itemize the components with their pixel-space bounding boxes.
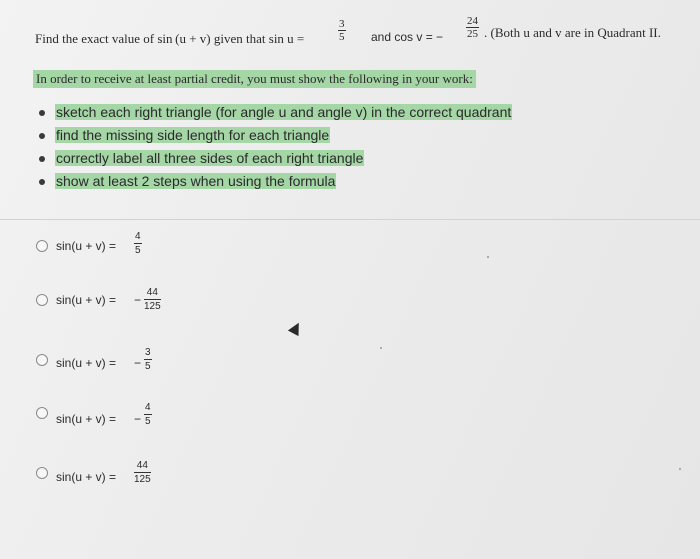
instruction-item: show at least 2 steps when using the formula — [33, 171, 693, 194]
radio-button[interactable] — [36, 240, 48, 252]
question-suffix: . (Both u and v are in Quadrant II. — [484, 25, 661, 40]
instruction-item: sketch each right triangle (for angle u and angle v) in the correct quadrant — [33, 102, 693, 125]
screen-speck — [487, 256, 489, 258]
instructions-block — [33, 70, 693, 194]
option-expression: sin(u + v) = — [56, 470, 117, 484]
question-mid: and cos v = − — [371, 30, 444, 44]
instruction-item: find the missing side length for each triangle — [33, 125, 693, 148]
question-prefix: Find the exact value of sin (u + v) given that sin u = — [35, 31, 305, 46]
instructions-list — [33, 102, 693, 194]
mouse-cursor-icon — [288, 320, 304, 336]
option-sign: − — [134, 412, 142, 426]
radio-button[interactable] — [36, 467, 48, 479]
option-fraction: $\frac{4}{5}$ — [135, 231, 141, 256]
option-fraction: $\frac{4}{5}$ — [145, 402, 151, 427]
option-expression: sin(u + v) = — [56, 412, 117, 426]
radio-button[interactable] — [36, 294, 48, 306]
cos-v-fraction: $\frac{24}{25}$ — [467, 15, 478, 40]
option-sign: − — [134, 356, 142, 370]
option-expression: sin(u + v) = — [56, 356, 117, 370]
option-fraction: $\frac{44}{125}$ — [144, 287, 161, 312]
option-fraction: $\frac{44}{125}$ — [134, 460, 151, 485]
divider — [0, 219, 700, 220]
sin-u-fraction: $\frac{3}{5}$ — [339, 18, 345, 43]
instructions-intro: In order to receive at least partial credit, you must show the following in your work: — [33, 70, 476, 88]
option-fraction: $\frac{3}{5}$ — [145, 347, 151, 372]
instruction-item: correctly label all three sides of each right triangle — [33, 148, 693, 171]
radio-button[interactable] — [36, 354, 48, 366]
screen-speck — [679, 468, 681, 470]
radio-button[interactable] — [36, 407, 48, 419]
option-sign: − — [134, 293, 142, 307]
option-expression: sin(u + v) = — [56, 293, 117, 307]
question-text — [35, 16, 700, 58]
screen-speck — [380, 347, 382, 349]
option-expression: sin(u + v) = — [56, 239, 117, 253]
